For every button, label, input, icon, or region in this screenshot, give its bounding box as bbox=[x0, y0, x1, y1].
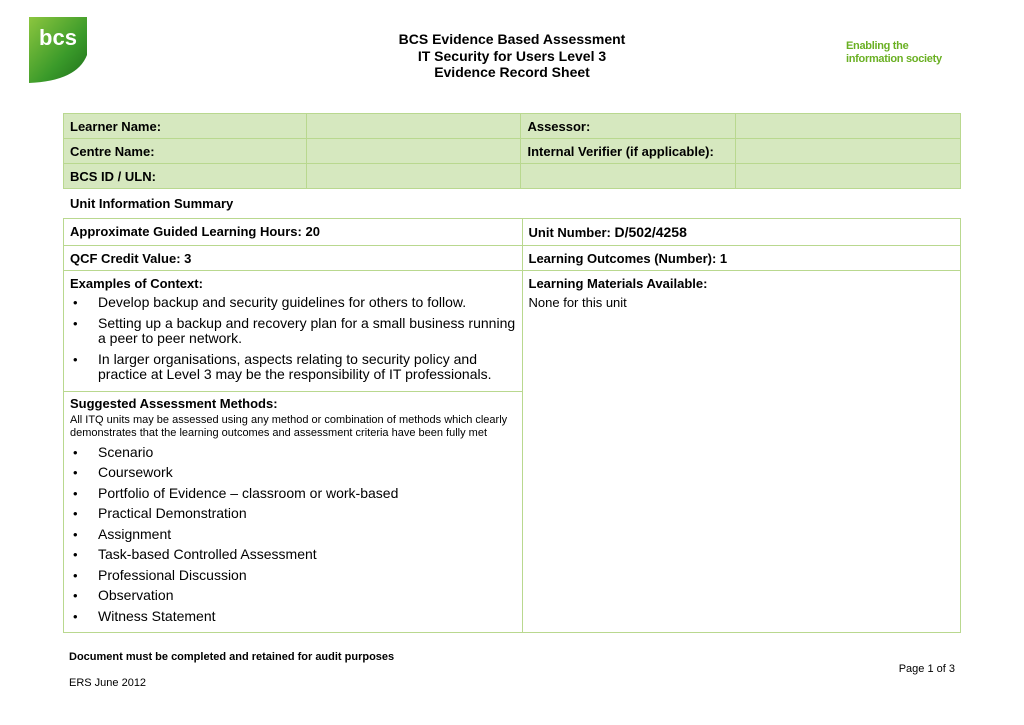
title-line-3: Evidence Record Sheet bbox=[434, 64, 590, 80]
materials-heading: Learning Materials Available: bbox=[528, 276, 708, 291]
list-item: • Witness Statement bbox=[70, 609, 516, 625]
table-row bbox=[64, 164, 961, 189]
footer-date: ERS June 2012 bbox=[69, 677, 147, 689]
unit-number bbox=[522, 219, 960, 246]
list-item: • Develop backup and security guidelines for others to follow. bbox=[70, 295, 516, 311]
list-item: • In larger organisations, aspects relating to security policy and practice at Level 3 may be the responsibility of IT professionals. bbox=[70, 352, 516, 383]
assessor-label: Assessor: bbox=[521, 114, 736, 139]
centre-name-label: Centre Name: bbox=[64, 139, 307, 164]
learner-name-label: Learner Name: bbox=[64, 114, 307, 139]
list-item: • Coursework bbox=[70, 465, 516, 481]
footer-note: Document must be completed and retained for audit purposes bbox=[69, 651, 395, 663]
internal-verifier-label: Internal Verifier (if applicable): bbox=[521, 139, 736, 164]
list-item: • Scenario bbox=[70, 445, 516, 461]
methods-heading: Suggested Assessment Methods: bbox=[70, 395, 278, 411]
context-cell bbox=[64, 271, 523, 392]
internal-verifier-field[interactable] bbox=[736, 139, 961, 164]
list-item: • Practical Demonstration bbox=[70, 506, 516, 522]
table-row bbox=[64, 219, 961, 246]
list-item: • Setting up a backup and recovery plan for a small business running a peer to peer network. bbox=[70, 316, 516, 347]
table-row bbox=[64, 271, 961, 392]
tagline-line-2: information society bbox=[846, 52, 942, 65]
list-item: • Professional Discussion bbox=[70, 568, 516, 584]
logo-text: bcs bbox=[39, 25, 77, 50]
unit-number-label: Unit Number: bbox=[528, 225, 615, 240]
qcf-credit: QCF Credit Value: 3 bbox=[64, 246, 523, 271]
context-heading: Examples of Context: bbox=[70, 276, 203, 291]
assessor-field[interactable] bbox=[736, 114, 961, 139]
list-item: • Task-based Controlled Assessment bbox=[70, 547, 516, 563]
materials-text: None for this unit bbox=[528, 295, 627, 310]
methods-list bbox=[70, 445, 516, 625]
unit-number-value: D/502/4258 bbox=[614, 224, 687, 240]
methods-note: All ITQ units may be assessed using any method or combination of methods which clearly demonstrates that the learning outcomes and assessment criteria have been fully met bbox=[70, 413, 508, 439]
materials-cell bbox=[522, 271, 960, 633]
bcs-id-field[interactable] bbox=[306, 164, 521, 189]
context-list bbox=[70, 295, 516, 383]
list-item: • Assignment bbox=[70, 527, 516, 543]
empty-cell bbox=[736, 164, 961, 189]
methods-cell bbox=[64, 391, 523, 633]
table-row bbox=[64, 114, 961, 139]
table-row bbox=[64, 139, 961, 164]
learning-outcomes: Learning Outcomes (Number): 1 bbox=[522, 246, 960, 271]
brand-tagline bbox=[846, 40, 942, 65]
guided-hours: Approximate Guided Learning Hours: 20 bbox=[64, 219, 523, 246]
list-item: • Observation bbox=[70, 588, 516, 604]
table-row bbox=[64, 246, 961, 271]
unit-info-table bbox=[63, 218, 961, 633]
list-item: • Portfolio of Evidence – classroom or work-based bbox=[70, 486, 516, 502]
empty-cell bbox=[521, 164, 736, 189]
centre-name-field[interactable] bbox=[306, 139, 521, 164]
learner-details-table bbox=[63, 113, 961, 189]
title-line-1: BCS Evidence Based Assessment bbox=[398, 31, 626, 47]
learner-name-field[interactable] bbox=[306, 114, 521, 139]
bcs-id-label: BCS ID / ULN: bbox=[64, 164, 307, 189]
title-line-2: IT Security for Users Level 3 bbox=[417, 47, 607, 64]
unit-summary-heading: Unit Information Summary bbox=[70, 196, 234, 211]
page-number: Page 1 of 3 bbox=[898, 663, 955, 675]
tagline-line-1: Enabling the bbox=[846, 40, 909, 52]
